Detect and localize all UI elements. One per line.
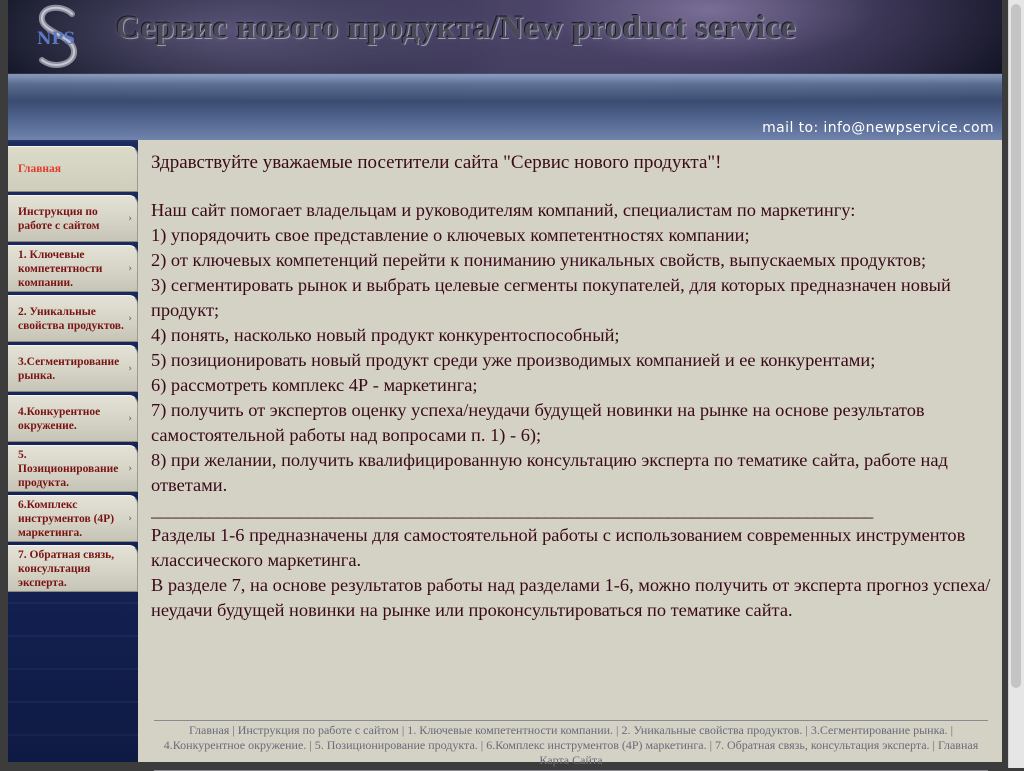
footer-links — [154, 720, 988, 771]
sidebar-item-label: 2. Уникальные свойства продуктов. — [18, 305, 124, 332]
chevron-right-icon: › — [128, 263, 132, 274]
sidebar-item-instructions[interactable] — [8, 195, 138, 242]
footer-link-instructions[interactable]: Инструкция по работе с сайтом — [237, 723, 399, 737]
intro-text: Наш сайт помогает владельцам и руководителям компаний, специалистам по маркетингу: — [151, 200, 856, 220]
footer-separator: | — [229, 723, 238, 737]
footer-link-feedback[interactable]: 7. Обратная связь, консультация эксперта. — [715, 738, 930, 752]
footer-link-segmentation[interactable]: 3.Сегментирование рынка. — [810, 723, 948, 737]
divider-line: ________________________________________________________________________________________ — [151, 500, 873, 520]
list-item: 2) от ключевых компетенций перейти к пониманию уникальных свойств, выпускаемых продуктов; — [151, 250, 927, 270]
chevron-right-icon: › — [128, 313, 132, 324]
window-scrollbar[interactable] — [1008, 0, 1024, 768]
chevron-right-icon: › — [128, 363, 132, 374]
list-item: 8) при желании, получить квалифицированную консультацию эксперта по тематике сайта, работе над ответами. — [151, 450, 948, 495]
sidebar-item-label: 7. Обратная связь, консультация эксперта. — [18, 548, 115, 589]
list-item: 6) рассмотреть комплекс 4Р - маркетинга; — [151, 375, 478, 395]
note-text: Разделы 1-6 предназначены для самостоятельной работы с использованием современных инструментов классического маркетинга. — [151, 525, 966, 570]
list-item: 1) упорядочить свое представление о ключевых компетентностях компании; — [151, 225, 750, 245]
header-band — [8, 74, 1002, 100]
chevron-right-icon: › — [128, 463, 132, 474]
logo-n: NPS — [37, 29, 75, 49]
sidebar-item-feedback[interactable] — [8, 545, 138, 592]
sidebar-item-label: 6.Комплекс инструментов (4Р) маркетинга. — [18, 498, 115, 539]
list-item: 4) понять, насколько новый продукт конкурентоспособный; — [151, 325, 620, 345]
greeting-heading: Здравствуйте уважаемые посетители сайта "Сервис нового продукта"! — [151, 152, 722, 173]
chevron-right-icon: › — [128, 213, 132, 224]
footer-link-competencies[interactable]: 1. Ключевые компетентности компании. — [407, 723, 614, 737]
sidebar-item-segmentation[interactable] — [8, 345, 138, 392]
sidebar-item-unique-properties[interactable] — [8, 295, 138, 342]
sidebar-item-label: 1. Ключевые компетентности компании. — [18, 248, 103, 289]
footer-link-home[interactable]: Главная — [189, 723, 230, 737]
footer-link-positioning[interactable]: 5. Позиционирование продукта. — [314, 738, 478, 752]
sidebar-item-marketing-mix[interactable] — [8, 495, 138, 542]
sidebar-item-label: 3.Сегментирование рынка. — [18, 355, 120, 382]
site-title: Сервис нового продукта/New product service — [116, 10, 797, 46]
footer-link-sitemap[interactable]: Главная Карта Сайта — [539, 738, 979, 767]
sidebar-item-label: Главная — [18, 163, 62, 175]
footer-separator: | — [613, 723, 622, 737]
list-item: 7) получить от экспертов оценку успеха/неудачи будущей новинки на рынке на основе результатов самостоятельной работы над вопросами п. 1) - 6); — [151, 400, 925, 445]
header-email[interactable]: mail to: info@newpservice.com — [762, 120, 994, 136]
sidebar-item-label: 5. Позиционирование продукта. — [18, 448, 119, 489]
footer-separator: | — [802, 723, 811, 737]
footer-separator: | — [706, 738, 715, 752]
chevron-right-icon: › — [128, 413, 132, 424]
sidebar-item-home[interactable] — [8, 146, 138, 192]
footer-separator: | — [477, 738, 487, 752]
sidebar-item-competencies[interactable] — [8, 245, 138, 292]
footer-separator: | — [947, 723, 953, 737]
header-banner — [8, 0, 1002, 140]
list-item: 5) позиционировать новый продукт среди уже производимых компанией и ее конкурентами; — [151, 350, 876, 370]
site-logo[interactable] — [32, 4, 84, 70]
footer-separator: | — [306, 738, 315, 752]
list-item: 3) сегментировать рынок и выбрать целевые сегменты покупателей, для которых предназначен новый продукт; — [151, 275, 951, 320]
page — [8, 0, 1002, 767]
footer-link-marketing-mix[interactable]: 6.Комплекс инструментов (4Р) маркетинга. — [486, 738, 707, 752]
scrollbar-thumb[interactable] — [1011, 4, 1021, 688]
sidebar-item-positioning[interactable] — [8, 445, 138, 492]
sidebar-item-competition[interactable] — [8, 395, 138, 442]
sidebar-item-label: 4.Конкурентное окружение. — [18, 405, 101, 432]
footer-link-unique-properties[interactable]: 2. Уникальные свойства продуктов. — [621, 723, 803, 737]
chevron-right-icon: › — [128, 513, 132, 524]
sidebar-item-label: Инструкция по работе с сайтом — [18, 205, 100, 232]
main-content — [138, 140, 1002, 767]
footer-separator: | — [929, 738, 938, 752]
footer-link-competition[interactable]: 4.Конкурентное окружение. — [163, 738, 307, 752]
main-text — [151, 198, 996, 623]
note-text: В разделе 7, на основе результатов работы над разделами 1-6, можно получить от эксперта прогноз успеха/неудачи будущей новинки на рынке или проконсультироваться по тематике сайта. — [151, 575, 991, 620]
sidebar-nav — [8, 140, 138, 762]
footer-separator: | — [398, 723, 408, 737]
